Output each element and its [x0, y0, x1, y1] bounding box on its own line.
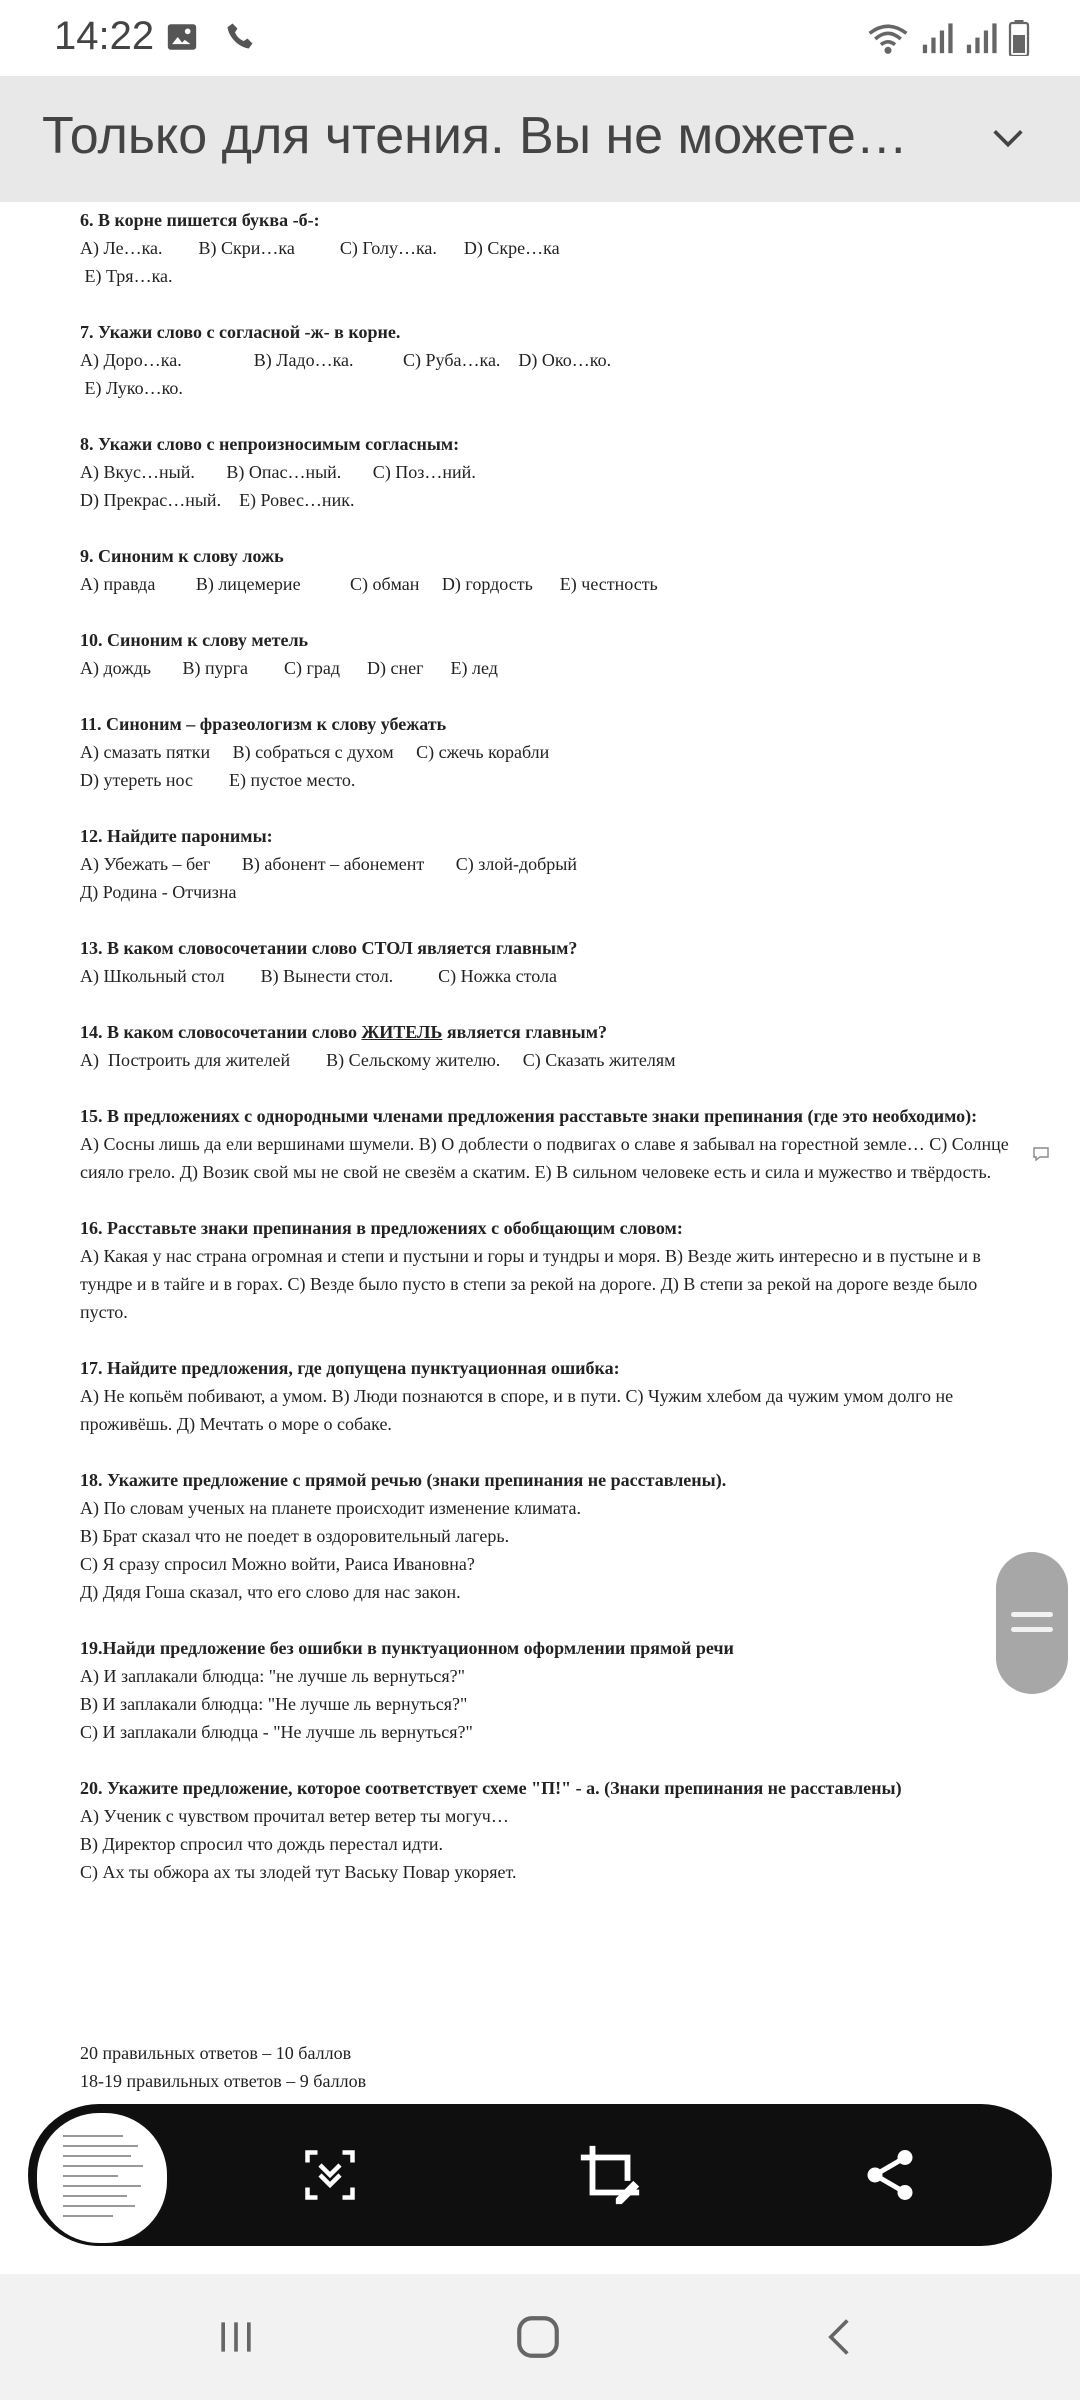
read-only-banner[interactable] [0, 76, 1080, 202]
thumbnail-line [63, 2175, 118, 2177]
answer-line: С) Я сразу спросил Можно войти, Раиса Ивановна? [80, 1554, 475, 1574]
question [80, 1354, 1020, 1438]
answer-line: А) Ученик с чувством прочитал ветер ветер ты могуч… [80, 1806, 509, 1826]
navigation-bar [0, 2274, 1080, 2400]
answer-paragraph: А) Какая у нас страна огромная и степи и пустыни и горы и тундры и моря. В) Везде жить интересно и в пустыне и в тундре и в тайге и в горах. С) Везде было пусто в степи за рекой на дороге. Д) В степи за рекой на дороге везде было пусто. [80, 1246, 981, 1322]
answer-line: А) По словам ученых на планете происходит изменение климата. [80, 1498, 582, 1518]
question-title: 17. Найдите предложения, где допущена пунктуационная ошибка: [80, 1358, 620, 1378]
crop-edit-icon [575, 2140, 645, 2210]
home-icon [513, 2312, 563, 2362]
answer-line: А) Убежать – бег В) абонент – абонемент С) злой-добрый [80, 854, 578, 874]
share-icon [860, 2145, 920, 2205]
status-right-icons [866, 20, 1030, 56]
comment-icon[interactable] [1032, 1146, 1050, 1162]
scroll-handle[interactable] [996, 1552, 1068, 1694]
signal-icon [964, 22, 998, 56]
answer-line: Д) Родина - Отчизна [80, 882, 237, 902]
question [80, 626, 1020, 682]
thumbnail-line [63, 2185, 141, 2187]
question-title: 11. Синоним – фразеологизм к слову убежать [80, 714, 447, 734]
status-time: 14:22 [54, 14, 155, 58]
question-title: 15. В предложениях с однородными членами предложения расставьте знаки препинания (где это необходимо): [80, 1106, 978, 1126]
question [80, 710, 1020, 794]
answer-line: В) Директор спросил что дождь перестал идти. [80, 1834, 443, 1854]
recents-button[interactable] [206, 2307, 266, 2367]
status-left-icons [165, 20, 255, 54]
phone-icon [225, 20, 255, 52]
status-bar [0, 0, 1080, 76]
answer-line: А) дождь В) пурга С) град D) снег Е) лед [80, 658, 498, 678]
answer-line: А) Ле…ка. В) Скри…ка С) Голу…ка. D) Скре…ка [80, 238, 560, 258]
title-pre: 14. В каком словосочетании слово [80, 1022, 362, 1042]
back-icon [818, 2315, 862, 2359]
question [80, 934, 1020, 990]
thumbnail-line [63, 2195, 127, 2197]
answer-line: А) смазать пятки В) собраться с духом С) сжечь корабли [80, 742, 550, 762]
screenshot-toolbar [28, 2104, 1052, 2246]
answer-line: С) И заплакали блюдца - "Не лучше ль вернуться?" [80, 1722, 473, 1742]
answer-line: А) правда В) лицемерие С) обман D) гордость Е) честность [80, 574, 658, 594]
question-title: 13. В каком словосочетании слово СТОЛ является главным? [80, 938, 578, 958]
question [80, 1466, 1020, 1606]
chevron-down-icon[interactable] [988, 118, 1028, 158]
scroll-handle-grip [1011, 1612, 1053, 1617]
answer-line: С) Ах ты обжора ах ты злодей тут Ваську Повар укоряет. [80, 1862, 517, 1882]
question [80, 822, 1020, 906]
answer-line: В) И заплакали блюдца: "Не лучше ль вернуться?" [80, 1694, 468, 1714]
answer-line: А) Вкус…ный. В) Опас…ный. С) Поз…ний. [80, 462, 476, 482]
answer-line: D) утереть нос Е) пустое место. [80, 770, 356, 790]
scroll-handle-grip [1011, 1627, 1053, 1632]
question-title: 18. Укажите предложение с прямой речью (знаки препинания не расставлены). [80, 1470, 727, 1490]
question-title: 19.Найди предложение без ошибки в пунктуационном оформлении прямой речи [80, 1638, 734, 1658]
scroll-capture-icon [300, 2145, 360, 2205]
thumbnail-line [63, 2205, 135, 2207]
answer-line: А) Школьный стол В) Вынести стол. С) Ножка стола [80, 966, 557, 986]
recents-icon [214, 2315, 258, 2359]
title-post: является главным? [442, 1022, 607, 1042]
question [80, 318, 1020, 402]
answer-line: А) Построить для жителей В) Сельскому жителю. С) Сказать жителям [80, 1050, 676, 1070]
scoring-line: 20 правильных ответов – 10 баллов [80, 2043, 352, 2063]
wifi-icon [866, 22, 910, 56]
answer-line: В) Брат сказал что не поедет в оздоровительный лагерь. [80, 1526, 510, 1546]
thumbnail-line [63, 2135, 123, 2137]
screenshot-thumbnail[interactable] [34, 2110, 170, 2246]
banner-title: Только для чтения. Вы не можете… [42, 107, 908, 165]
question-title: 20. Укажите предложение, которое соответствует схеме "П!" - а. (Знаки препинания не расставлены) [80, 1778, 902, 1798]
answer-line: Е) Тря…ка. [80, 266, 173, 286]
question [80, 1774, 1020, 1886]
share-button[interactable] [850, 2135, 930, 2215]
thumbnail-line [63, 2165, 143, 2167]
answer-line: Д) Дядя Гоша сказал, что его слово для нас закон. [80, 1582, 461, 1602]
question [80, 1634, 1020, 1746]
question-title: 12. Найдите паронимы: [80, 826, 273, 846]
answer-paragraph: А) Не копьём побивают, а умом. В) Люди познаются в споре, и в пути. С) Чужим хлебом да чужим умом долго не проживёшь. Д) Мечтать о море о собаке. [80, 1386, 954, 1434]
title-underlined: ЖИТЕЛЬ [361, 1022, 443, 1042]
question [80, 1102, 1020, 1186]
question [80, 1018, 1020, 1074]
question-title: 10. Синоним к слову метель [80, 630, 309, 650]
document-content[interactable] [80, 206, 1020, 1914]
question [80, 1214, 1020, 1326]
answer-line: D) Прекрас…ный. Е) Ровес…ник. [80, 490, 355, 510]
question-title: 6. В корне пишется буква -б-: [80, 210, 320, 230]
scoring-line: 18-19 правильных ответов – 9 баллов [80, 2071, 367, 2091]
answer-line: Е) Луко…ко. [80, 378, 183, 398]
question [80, 206, 1020, 290]
signal-icon [920, 22, 954, 56]
question-title [80, 1018, 1020, 1046]
question-title: 8. Укажи слово с непроизносимым согласным: [80, 434, 460, 454]
home-button[interactable] [508, 2307, 568, 2367]
answer-line: А) И заплакали блюдца: "не лучше ль вернуться?" [80, 1666, 465, 1686]
answer-paragraph: А) Сосны лишь да ели вершинами шумели. В) О доблести о подвигах о славе я забывал на горестной земле… С) Солнце сияло грело. Д) Возик свой мы не свой не свезём а скатим. Е) В сильном человеке есть и сила и мужество и твёрдость. [80, 1134, 1009, 1182]
crop-edit-button[interactable] [570, 2135, 650, 2215]
question [80, 430, 1020, 514]
question-title: 7. Укажи слово с согласной -ж- в корне. [80, 322, 401, 342]
thumbnail-line [63, 2155, 131, 2157]
scoring-notes [80, 2039, 366, 2095]
question-title: 16. Расставьте знаки препинания в предложениях с обобщающим словом: [80, 1218, 683, 1238]
back-button[interactable] [810, 2307, 870, 2367]
question [80, 542, 1020, 598]
scroll-capture-button[interactable] [290, 2135, 370, 2215]
thumbnail-line [63, 2215, 113, 2217]
battery-icon [1008, 20, 1030, 56]
thumbnail-line [63, 2145, 138, 2147]
answer-line: А) Доро…ка. В) Ладо…ка. С) Руба…ка. D) Око…ко. [80, 350, 612, 370]
image-icon [165, 20, 199, 54]
question-title: 9. Синоним к слову ложь [80, 546, 284, 566]
